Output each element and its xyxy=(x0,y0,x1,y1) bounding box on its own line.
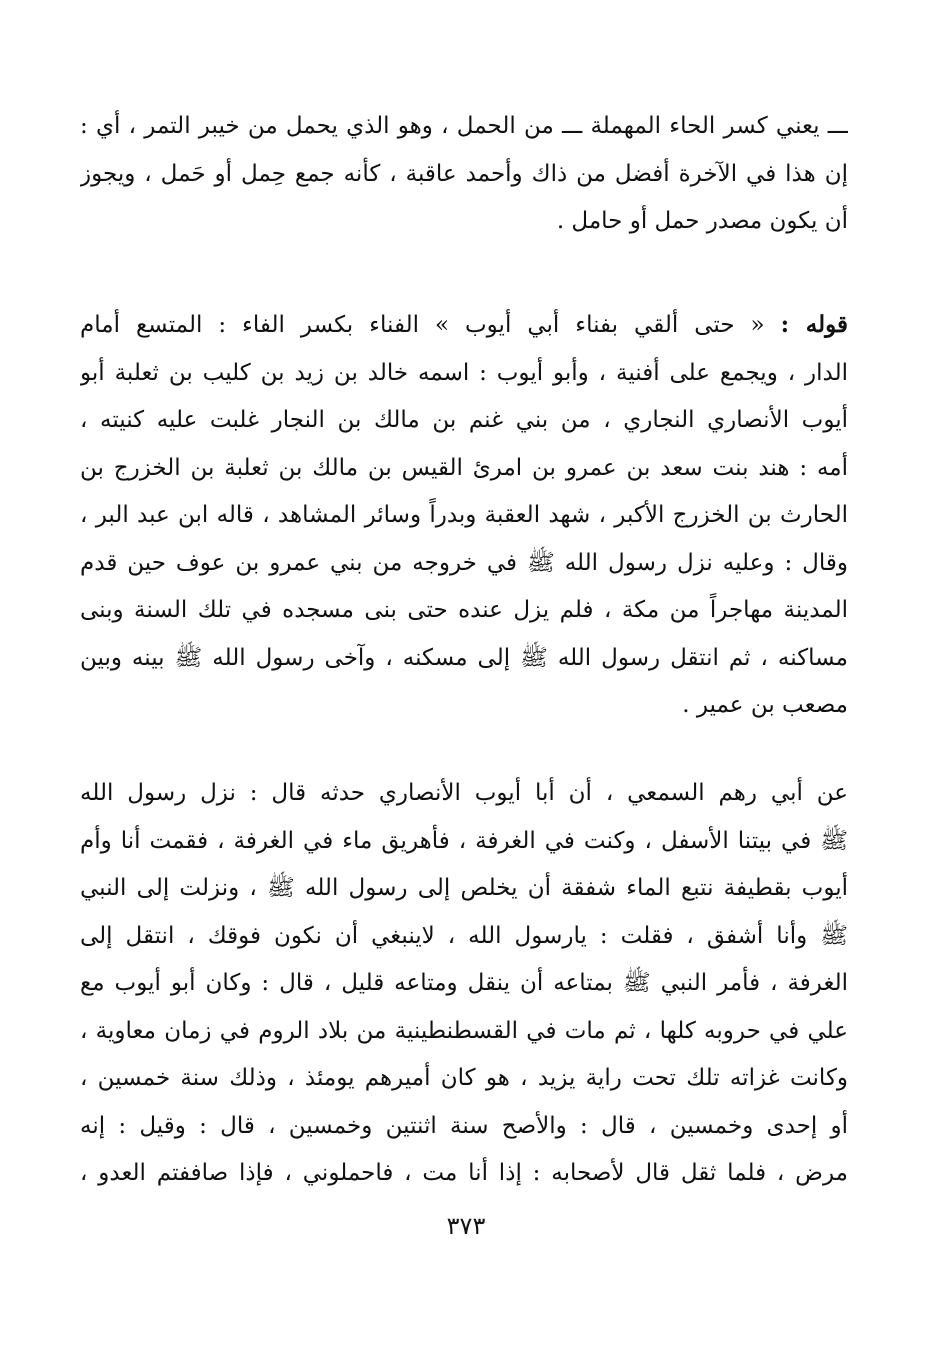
text-line xyxy=(80,301,848,350)
text-line: ﷺ في بيتنا الأسفل ، وكنت في الغرفة ، فأهريق ماء في الغرفة ، فقمت أنا وأم xyxy=(80,827,848,854)
text-line: علي في حروبه كلها ، ثم مات في القسطنطينية من بلاد الروم في زمان معاوية ، xyxy=(80,1017,848,1044)
paragraph-3 xyxy=(80,770,848,1198)
text-line: مصعب بن عمير . xyxy=(682,692,848,718)
text-line: مرض ، فلما ثقل قال لأصحابه : إذا أنا مت ، فاحملوني ، فإذا صاففتم العدو ، xyxy=(80,1160,848,1186)
text-line: وقال : وعليه نزل رسول الله ﷺ في خروجه من بني عمرو بن عوف حين قدم xyxy=(80,549,848,576)
text-line-rest: « حتى ألقي بفناء أبي أيوب » الفناء بكسر الفاء : المتسع أمام xyxy=(80,312,781,338)
text-line: الدار ، ويجمع على أفنية ، وأبو أيوب : اسمه خالد بن زيد بن كليب بن ثعلبة أبو xyxy=(80,359,848,386)
paragraph-2 xyxy=(80,301,848,730)
text-line: الحارث بن الخزرج الأكبر ، شهد العقبة وبدراً وسائر المشاهد ، قاله ابن عبد البر ، xyxy=(80,502,848,528)
text-line: أيوب الأنصاري النجاري ، من بني غنم بن مالك بن النجار غلبت عليه كنيته ، xyxy=(80,407,848,433)
text-line: وكانت غزاته تلك تحت راية يزيد ، هو كان أميرهم يومئذ ، وذلك سنة خمسين ، xyxy=(80,1065,848,1091)
text-line: إن هذا في الآخرة أفضل من ذاك وأحمد عاقبة ، كأنه جمع حِمل أو حَمل ، ويجوز xyxy=(80,160,848,187)
lead-word: قوله : xyxy=(780,311,848,338)
text-line: أمه : هند بنت سعد بن عمرو بن امرئ القيس بن مالك بن ثعلبة بن الخزرج بن xyxy=(80,454,848,481)
paragraph-1 xyxy=(80,103,848,246)
text-line: الغرفة ، فأمر النبي ﷺ بمتاعه أن ينقل ومتاعه قليل ، قال : وكان أبو أيوب مع xyxy=(80,970,848,996)
text-line: المدينة مهاجراً من مكة ، فلم يزل عنده حتى بنى مسجده في تلك السنة وبنى xyxy=(80,597,848,623)
page-number: ٣٧٣ xyxy=(446,1212,486,1240)
text-line: أن يكون مصدر حمل أو حامل . xyxy=(556,208,848,234)
text-line: عن أبي رهم السمعي ، أن أبا أيوب الأنصاري حدثه قال : نزل رسول الله xyxy=(80,780,848,806)
text-line: مساكنه ، ثم انتقل رسول الله ﷺ إلى مسكنه ، وآخى رسول الله ﷺ بينه وبين xyxy=(80,644,848,671)
text-line: ـــ يعني كسر الحاء المهملة ـــ من الحمل ، وهو الذي يحمل من خيبر التمر ، أي : xyxy=(80,113,848,139)
text-line: أو إحدى وخمسين ، قال : والأصح سنة اثنتين وخمسين ، قال : وقيل : إنه xyxy=(80,1112,848,1139)
text-line: ﷺ وأنا أشفق ، فقلت : يارسول الله ، لاينبغي أن نكون فوقك ، انتقل إلى xyxy=(80,922,848,949)
text-line: أيوب بقطيفة نتبع الماء شفقة أن يخلص إلى رسول الله ﷺ ، ونزلت إلى النبي xyxy=(80,875,848,901)
